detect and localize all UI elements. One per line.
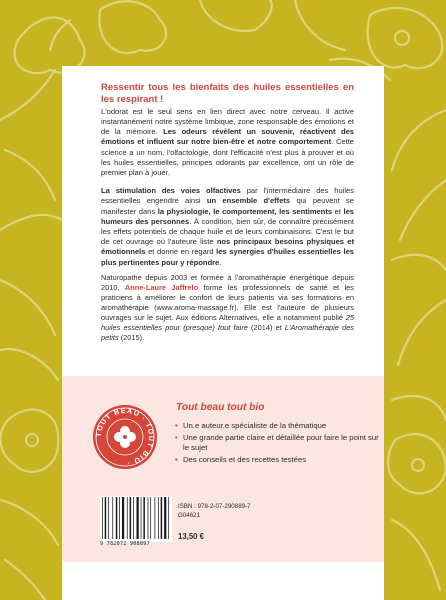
barcode-bar xyxy=(105,497,107,539)
barcode-bar xyxy=(148,497,149,539)
barcode-bar xyxy=(164,497,166,539)
price: 13,50 € xyxy=(178,532,205,541)
barcode-bar xyxy=(150,497,151,539)
isbn-block xyxy=(178,502,251,520)
product-code: G04621 xyxy=(178,512,201,519)
barcode-bar xyxy=(161,497,163,539)
barcode-bar xyxy=(143,497,145,539)
barcode-bar xyxy=(168,497,169,539)
barcode-digits: 9 782072 908897 xyxy=(100,541,150,547)
paragraph-author-bio: Naturopathe depuis 2003 et formée à l'aromathérapie énergétique depuis 2010, Anne-Laure Jaffrelo forme les professionnels de santé et les praticiens à améliorer le confort de leurs patients via ses formations en aromathérapie (www.aroma-massage.fr). Elle est l'auteure de plusieurs ouvrages sur le sujet. Aux éditions Alternatives, elle a notamment publié 25 huiles essentielles pour (presque) tout faire (2014) et L'Aromathérapie des petits (2015). xyxy=(101,272,355,343)
barcode-bar xyxy=(108,497,109,539)
paragraph-olfaction: L'odorat est le seul sens en lien direct avec notre cerveau. Il active instantanément notre système limbique, zone responsable des émotions et de la mémoire. Les odeurs révèlent un souvenir, réactivent des émotions et influent sur notre bien-être et notre comportement. Cette science a un nom, l'olfactologie, dont l'efficacité n'est plus à prouver et où les huiles essentielles, principes odorants par excellence, ont un rôle de premier plan à jouer. xyxy=(101,106,354,178)
barcode-bar xyxy=(127,497,128,539)
headline: Ressentir tous les bienfaits des huiles essentielles en les respirant ! xyxy=(101,82,354,106)
paragraph-stimulation: La stimulation des voies olfactives par l'intermédiaire des huiles essentielles engendre ainsi un ensemble d'effets qui peuvent se manifester dans la physiologie, le comportement, les sentiments et les humeurs des personnes. À condition, bien sûr, de connaître précisément les effets potentiels de chaque huile et de leurs combinaisons. C'est le but de cet ouvrage où l'auteure liste nos principaux besoins physiques et émotionnels et donne en regard les synergies d'huiles essentielles les plus pertinentes pour y répondre. xyxy=(101,186,355,267)
list-item: • Des conseils et des recettes testées xyxy=(175,455,381,466)
list-item: • Une grande partie claire et détaillée pour faire le point sur le sujet xyxy=(175,433,381,454)
barcode xyxy=(100,496,172,542)
isbn: ISBN : 978-2-07-290889-7 xyxy=(178,503,251,510)
barcode-bar xyxy=(119,497,120,539)
list-item: • Un.e auteur.e spécialiste de la thématique xyxy=(175,421,381,432)
barcode-bar xyxy=(116,497,118,539)
tout-beau-tout-bio-seal xyxy=(92,404,158,470)
series-title: Tout beau tout bio xyxy=(176,402,265,413)
barcode-bar xyxy=(122,497,124,539)
barcode-bar xyxy=(102,497,103,539)
barcode-bar xyxy=(137,497,139,539)
barcode-bar xyxy=(133,497,134,539)
barcode-bar xyxy=(155,497,156,539)
author-name: Anne-Laure Jaffrelo xyxy=(124,282,199,292)
barcode-bar xyxy=(158,497,159,539)
svg-text:TOUT BEAU · TOUT BIO ·: TOUT BEAU · TOUT BIO · xyxy=(93,405,157,468)
barcode-bar xyxy=(141,497,142,539)
back-cover-text xyxy=(101,82,354,344)
barcode-bar xyxy=(112,497,113,539)
series-feature-list xyxy=(175,421,381,466)
barcode-bar xyxy=(130,497,132,539)
